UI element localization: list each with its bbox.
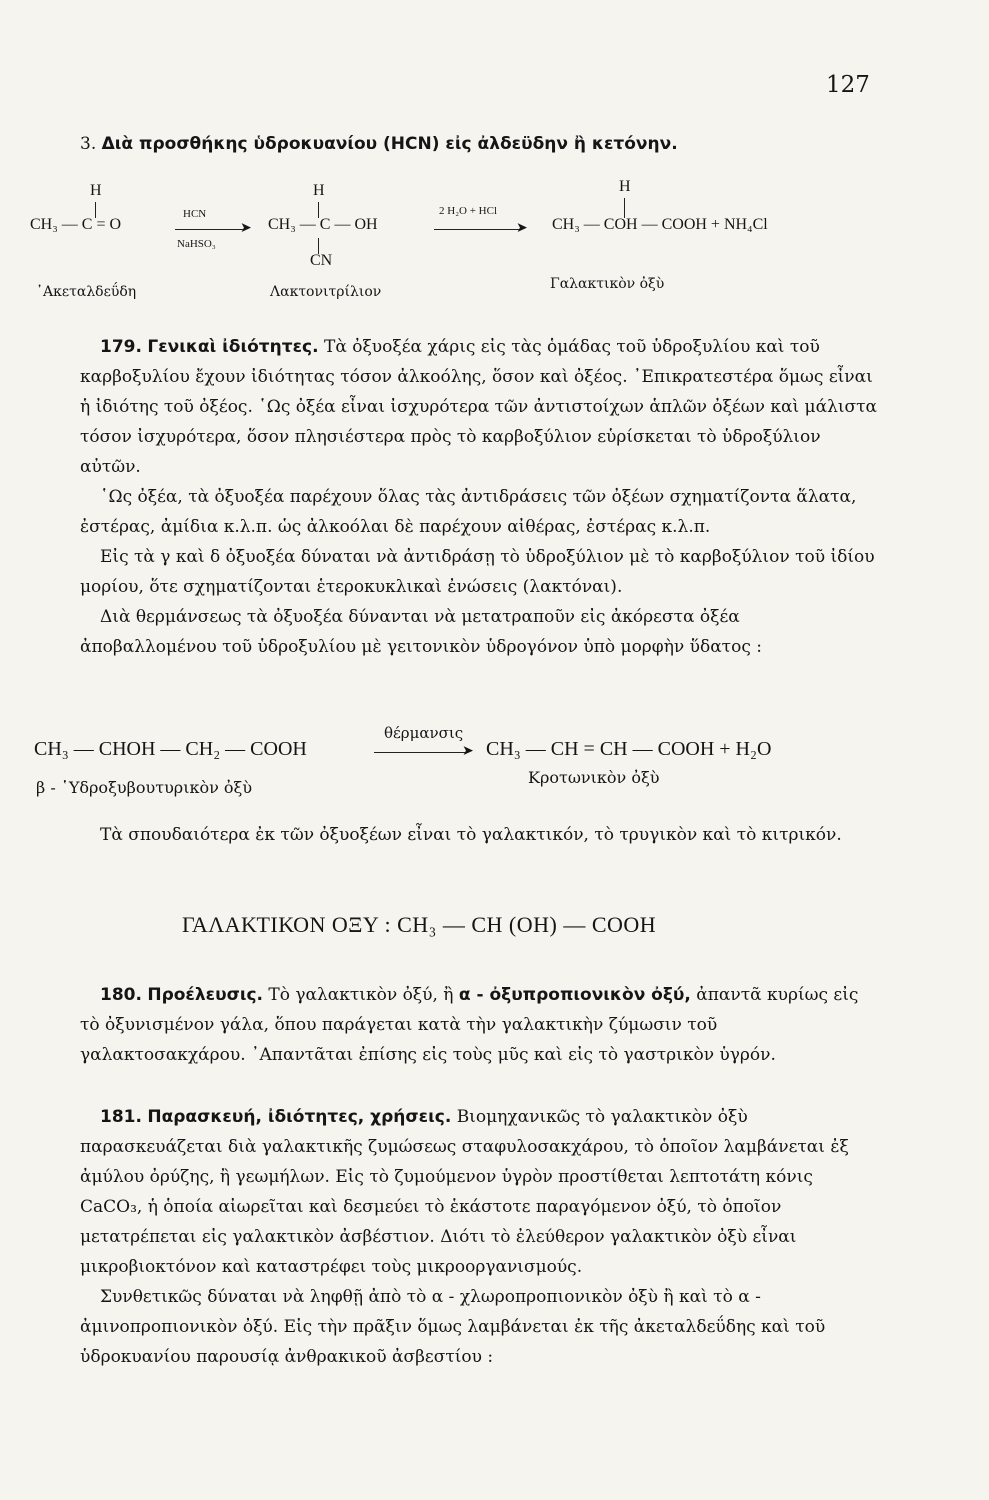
sec180-number: 180.	[100, 985, 142, 1005]
equation-right: CH₃ — CH = CH — COOH + H₂O	[486, 738, 772, 760]
sec179-para-1	[80, 332, 880, 482]
sec179-text-2: ῾Ως ὀξέα, τὰ ὀξυοξέα παρέχουν ὅλας τὰς ἀντιδράσεις τῶν ὀξέων σχηματίζοντα ἅλατα, ἐστέρας, ἀμίδια κ.λ.π. ὡς ἀλκοόλαι δὲ παρέχουν αἰθέρας, ἐστέρας κ.λ.π.	[80, 487, 857, 537]
cn-group: CN	[310, 252, 333, 269]
sec179-para-3	[80, 542, 880, 602]
equation-right-name: Κροτωνικὸν ὀξὺ	[528, 768, 660, 787]
section-3-number: 3.	[80, 134, 97, 154]
important-acids-text: Τὰ σπουδαιότερα ἐκ τῶν ὀξυοξέων εἶναι τὸ γαλακτικόν, τὸ τρυγικὸν καὶ τὸ κιτρικόν.	[100, 825, 842, 845]
sec180-text-a: Τὸ γαλακτικὸν ὀξύ, ἢ	[268, 985, 454, 1005]
equation-left-name: β - ῾Υδροξυβουτυρικὸν ὀξὺ	[36, 778, 253, 797]
bond-line-4	[624, 198, 625, 218]
scheme-h2: H	[313, 182, 325, 199]
name-lactic-acid: Γαλακτικὸν ὀξὺ	[550, 276, 665, 292]
reactant-acetaldehyde: CH₃ — C = O	[30, 216, 122, 233]
name-acetaldehyde: ᾿Ακεταλδεΰδη	[36, 284, 137, 300]
sec181-para-2	[80, 1282, 880, 1372]
reagent-nahso3: NaHSO₃	[177, 238, 216, 250]
sec179-number: 179.	[100, 337, 142, 357]
sec180-text-b: ἀπαντᾶ κυρίως εἰς τὸ ὀξυνισμένον γάλα, ὅπου παράγεται κατὰ τὴν γαλακτικὴν ζύμωσιν τοῦ γαλακτοσακχάρου. ᾿Απαντᾶται ἐπίσης εἰς τοὺς μῦς καὶ εἰς τὸ γαστρικὸν ὑγρόν.	[80, 985, 859, 1065]
sec181-title: Παρασκευή, ἰδιότητες, χρήσεις.	[147, 1107, 452, 1127]
arrow-1-line	[175, 229, 243, 230]
sec181-para-1	[80, 1102, 880, 1282]
section-181	[80, 1102, 880, 1372]
arrow-1-head: ➤	[240, 221, 252, 236]
section-3-heading	[80, 134, 678, 154]
sec180-title: Προέλευσις.	[147, 985, 263, 1005]
sec179-text-4: Διὰ θερμάνσεως τὰ ὀξυοξέα δύνανται νὰ μετατραποῦν εἰς ἀκόρεστα ὀξέα ἀποβαλλομένου τοῦ ὑδροξυλίου μὲ γειτονικὸν ὑδρογόνον ὑπὸ μορφὴν ὕδατος :	[80, 607, 762, 657]
sec181-number: 181.	[100, 1107, 142, 1127]
equation-arrow-label: θέρμανσις	[384, 724, 464, 742]
sec179-para-2	[80, 482, 880, 542]
page-number: 127	[826, 72, 870, 98]
sec179-text-3: Εἰς τὰ γ καὶ δ ὀξυοξέα δύναται νὰ ἀντιδράσῃ τὸ ὑδροξύλιον μὲ τὸ καρβοξύλιον τοῦ ἰδίου μορίου, ὅτε σχηματίζονται ἑτεροκυκλικαὶ ἐνώσεις (λακτόναι).	[80, 547, 875, 597]
sec179-para-4	[80, 602, 880, 662]
sec181-text-1: Βιομηχανικῶς τὸ γαλακτικὸν ὀξὺ παρασκευάζεται διὰ γαλακτικῆς ζυμώσεως σταφυλοσακχάρου, τὸ ὁποῖον λαμβάνεται ἐξ ἀμύλου ὀρύζης, ἢ γεωμήλων. Εἰς τὸ ζυμούμενον ὑγρὸν προστίθεται λεπτοτάτη κόνις CaCO₃, ἡ ὁποία αἰωρεῖται καὶ δεσμεύει τὸ ἑκάστοτε παραγόμενον ὀξύ, τὸ ὁποῖον μετατρέπεται εἰς γαλακτικὸν ἀσβέστιον. Διότι τὸ ἐλεύθερον γαλακτικὸν ὀξὺ εἶναι μικροβιοκτόνον καὶ καταστρέφει τοὺς μικροοργανισμούς.	[80, 1107, 849, 1277]
sec181-text-2: Συνθετικῶς δύναται νὰ ληφθῇ ἀπὸ τὸ α - χλωροπροπιονικὸν ὀξὺ ἢ καὶ τὸ α - ἀμινοπροπιονικὸν ὀξύ. Εἰς τὴν πρᾶξιν ὅμως λαμβάνεται ἐκ τῆς ἀκεταλδεΰδης καὶ τοῦ ὑδροκυανίου παρουσίᾳ ἀνθρακικοῦ ἀσβεστίου :	[80, 1287, 826, 1367]
section-180	[80, 980, 880, 1070]
sec180-bold-name: α - ὀξυπροπιονικὸν ὀξύ,	[458, 985, 691, 1005]
arrow-2-head: ➤	[516, 221, 528, 236]
scheme-h3: H	[619, 178, 631, 195]
sec179-title: Γενικαὶ ἰδιότητες.	[147, 337, 319, 357]
scheme-h1: H	[90, 182, 102, 199]
equation-arrow-line	[374, 752, 466, 753]
equation-arrow-head: ➤	[462, 743, 474, 759]
important-acids-paragraph	[80, 820, 880, 850]
sec179-text-1: Τὰ ὀξυοξέα χάρις εἰς τὰς ὁμάδας τοῦ ὑδροξυλίου καὶ τοῦ καρβοξυλίου ἔχουν ἰδιότητας τόσον ἀλκοόλης, ὅσον καὶ ὀξέος. ᾿Επικρατεστέρα ὅμως εἶναι ἡ ἰδιότης τοῦ ὀξέος. ῾Ως ὀξέα εἶναι ἰσχυρότερα τῶν ἀντιστοίχων ἁπλῶν ὀξέων καὶ μάλιστα τόσον ἰσχυρότερα, ὅσον πλησιέστερα πρὸς τὸ καρβοξύλιον εὑρίσκεται τὸ ὑδροξύλιον αὐτῶν.	[80, 337, 878, 477]
name-lactonitrile: Λακτονιτρίλιον	[270, 284, 382, 300]
intermediate-lactonitrile: CH₃ — C — OH	[268, 216, 378, 233]
cyanohydrin-scheme	[30, 172, 930, 312]
reagent-water-hcl: 2 H₂O + HCl	[439, 205, 498, 217]
product-lactic-acid: CH₃ — COH — COOH + NH₄Cl	[552, 216, 768, 233]
important-acids-text-wrap	[80, 820, 880, 850]
sec180-para	[80, 980, 880, 1070]
equation-left: CH₃ — CHOH — CH₂ — COOH	[34, 738, 307, 760]
lactic-acid-title: ΓΑΛΑΚΤΙΚΟΝ ΟΞΥ : CH₃ — CH (OH) — COOH	[182, 912, 657, 937]
reagent-hcn: HCN	[183, 208, 207, 220]
section-3-text: Διὰ προσθήκης ὑδροκυανίου (HCN) εἰς ἀλδεϋδην ἢ κετόνην.	[101, 134, 678, 154]
arrow-2-line	[434, 229, 520, 230]
section-179	[80, 332, 880, 662]
